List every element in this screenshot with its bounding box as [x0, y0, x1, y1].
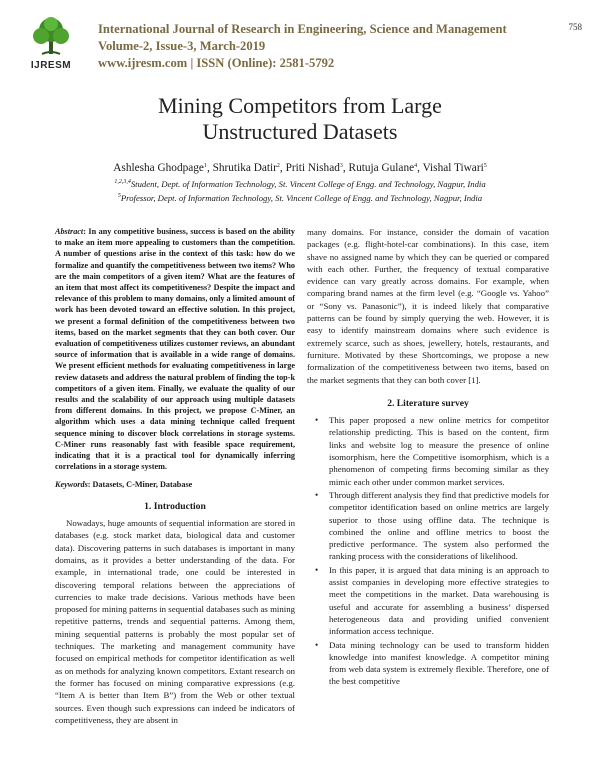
list-item: [307, 564, 549, 638]
author-name: Rutuja Gulane: [348, 162, 415, 174]
affiliation-professor: [0, 193, 600, 203]
journal-name: International Journal of Research in Engineering, Science and Management: [98, 22, 507, 36]
keywords-text: : Datasets, C-Miner, Database: [87, 480, 193, 490]
list-item-text: This paper proposed a new online metrics for competitor relationship predicting. This is based on the content, firm links and website log to measure the presence of online isomorphism, here the Competitive isomorphism, which is a phenomenon of competing firms becoming similar as they mimic each other under common market services.: [329, 415, 549, 487]
author: [286, 162, 349, 174]
abstract-text: : In any competitive business, success is based on the ability to make an item more appealing to customers than the competition. A number of questions arise in the context of this task: how do we formalize and quantify the competitiveness between two items? Who are the main competitors of a given item? What are the features of an item that most affect its competitiveness? Despite the impact and relevance of this problem to many domains, only a limited amount of work has been devoted toward an effective solution. In this project, we present a formal definition of the competitiveness between two items, based on the market segments that they can both cover. Our evaluation of competitiveness utilizes customer reviews, an abundant source of information that is available in a wide range of domains. We present efficient methods for evaluating competitiveness in large review datasets and address the natural problem of finding the top-k competitors of a given item. Finally, we evaluate the quality of our results and the scalability of our approach using multiple datasets from different domains. In this project, we propose C-Miner, an algorithm which uses a data mining technique called frequent sequence mining to discover block correlations in storage systems. C-Miner runs reasonably fast with feasible space requirement, indicating that it is a practical tool for dynamically inferring correlations in a storage system.: [55, 227, 295, 472]
abstract-label: Abstract: [55, 227, 84, 236]
author-sup: 4: [414, 163, 418, 169]
author-separator: ,: [279, 162, 286, 174]
introduction-continuation: many domains. For instance, consider the domain of vacation packages (e.g. flight-hotel-car combinations). In this case, item shave no assigned name by which they can be queried or compared with each other. Further, the frequency of textual comparative evidence can vary greatly across domains. For example, when comparing brand names at the firm level (e.g. “Google vs. Yahoo” or “Sony vs. Panasonic”), it is indeed likely that comparative patterns can be found by simply querying the web. However, it is easy to identify mainstream domains where such evidence is extremely scarce, such as shoes, jewellery, hotels, restaurants, and furniture. Motivated by these Shortcomings, we propose a new formalization of the competitiveness between two items, based on the market segments that they can both cover [1].: [307, 227, 549, 385]
list-item-text: Through different analysis they find that predictive models for competitor identification based on online metrics are largely superior to those using offline data. The technique is combined the online and offline metrics to boost the predictive performance. The system also performed the ranking process with the considerations of likelihood.: [329, 489, 549, 562]
keywords-label: Keywords: [55, 480, 88, 490]
journal-info: [98, 21, 507, 72]
author-list: [0, 162, 600, 174]
logo-text: IJRESM: [30, 60, 72, 71]
section-heading-introduction: 1. Introduction: [144, 500, 206, 512]
bullet-icon: •: [315, 639, 319, 650]
author-sup: 1: [203, 163, 207, 169]
author-name: Ashlesha Ghodpage: [113, 162, 204, 174]
author-sup: 2: [276, 163, 280, 169]
author: [113, 162, 212, 174]
abstract: [55, 226, 295, 472]
list-item-text: In this paper, it is argued that data mining is an approach to assist companies in developing more effective strategies to meet the competitions in the market. Data warehousing is useful and accurate for assembling a business’ dispersed heterogeneous data and providing unified convenient information access technique.: [329, 564, 549, 637]
author-separator: ,: [206, 162, 213, 174]
title-line-1: Mining Competitors from Large: [158, 93, 442, 118]
left-column: [55, 226, 295, 726]
author-name: Vishal Tiwari: [422, 162, 484, 174]
bullet-icon: •: [315, 415, 319, 426]
author-separator: ,: [342, 162, 349, 174]
volume-line: Volume-2, Issue-3, March-2019: [98, 39, 266, 53]
title-line-2: Unstructured Datasets: [202, 119, 398, 144]
section-heading-literature-survey: 2. Literature survey: [387, 397, 469, 409]
author: [213, 162, 286, 174]
list-item-text: Data mining technology can be used to transform hidden knowledge into manifest knowledge. A competitor mining from web data system is extremely flexible. Therefore, one of the best competitive: [329, 639, 549, 687]
author-sup: 3: [339, 163, 343, 169]
affiliation-sup: 5: [117, 193, 121, 199]
affiliation-text: Student, Dept. of Information Technology, St. Vincent College of Engg. and Technology, Nagpur, India: [130, 179, 486, 189]
bullet-icon: •: [315, 489, 319, 500]
journal-logo: [14, 16, 88, 72]
tree-logo-icon: [30, 16, 72, 60]
author: [423, 162, 487, 174]
list-item: [307, 639, 549, 688]
list-item: [307, 489, 549, 563]
list-item: [307, 414, 549, 488]
affiliation-text: Professor, Dept. of Information Technology, St. Vincent College of Engg. and Technology, Nagpur, India: [120, 193, 483, 203]
paper-title: [0, 93, 600, 145]
page-number: 758: [568, 22, 582, 32]
right-column: [307, 226, 549, 689]
author-sup: 5: [483, 163, 487, 169]
affiliation-sup: 1,2,3,4: [114, 179, 131, 185]
author-separator: ,: [417, 162, 423, 174]
author-name: Priti Nishad: [285, 162, 340, 174]
journal-header: [14, 16, 574, 76]
author: [349, 162, 423, 174]
web-issn-line: www.ijresm.com | ISSN (Online): 2581-5792: [98, 56, 335, 70]
bullet-icon: •: [315, 564, 319, 575]
author-name: Shrutika Datir: [212, 162, 277, 174]
affiliation-students: [0, 179, 600, 189]
keywords: [55, 479, 295, 491]
introduction-paragraph: Nowadays, huge amounts of sequential information are stored in databases (e.g. stock market data, biological data and customer data). Discovering patterns in such databases is important in many domains, as it provides a better understanding of the data. For example, in international trade, one could be interested in discovering temporal relations between the appreciations of currencies to make trade decisions. Various methods have been proposed for mining patterns in sequential databases such as mining repetitive patterns, trends and sequential patterns. Among them, mining sequential patterns is probably the most popular set of techniques. The marketing and management community have focused on empirical methods for competitor identification as well as on methods for analyzing known competitors. Extant research on the former has focused on mining comparative expressions (e.g. “Item A is better than Item B”) from the Web or other textual sources. Even though such expressions can indeed be indicators of competitiveness, they are absent in: [55, 518, 295, 725]
literature-list: [307, 414, 549, 688]
